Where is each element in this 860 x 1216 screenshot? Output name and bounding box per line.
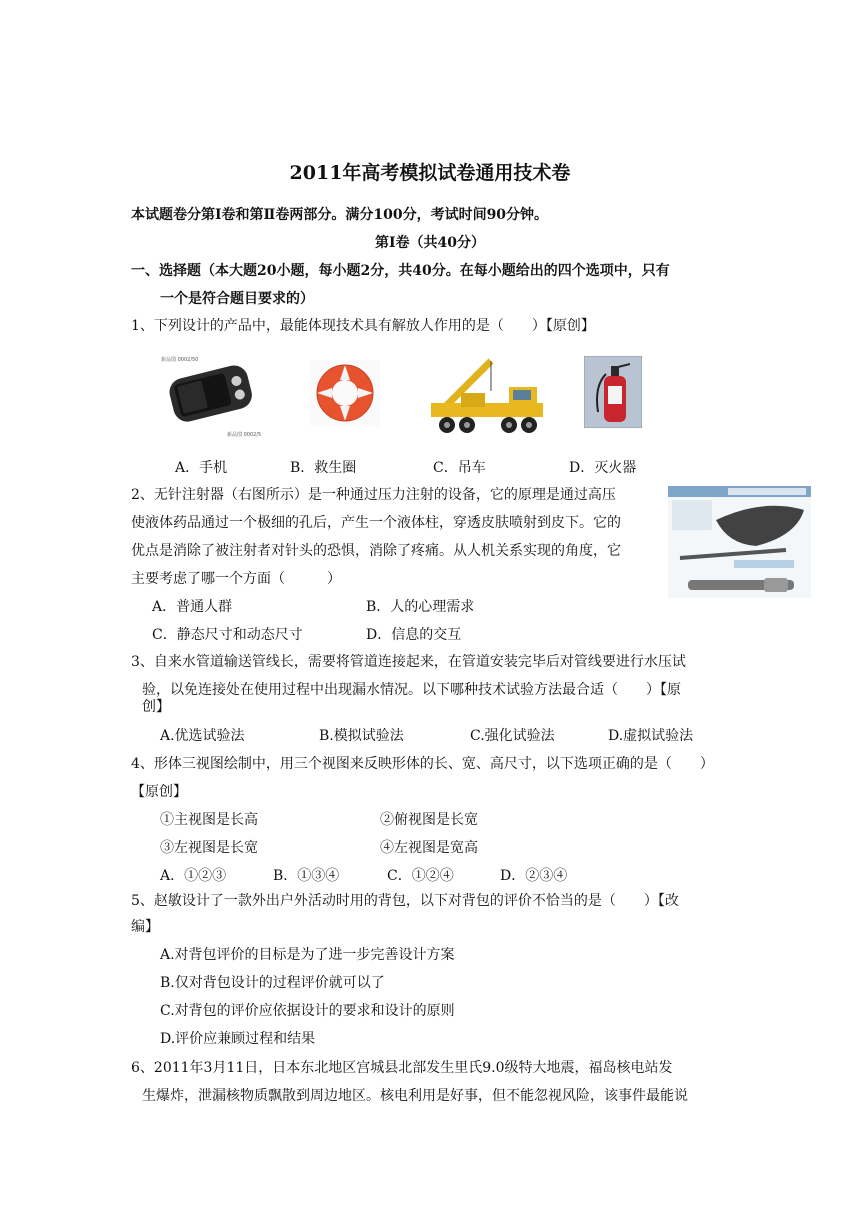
svg-text:新品图 0002/50: 新品图 0002/50: [161, 357, 199, 363]
q4-statement-4: ④左视图是宽高: [380, 840, 478, 856]
q4-statement-3: ③左视图是长宽: [160, 840, 258, 856]
q4-statement-2: ②俯视图是长宽: [380, 812, 478, 828]
part-heading: 第Ⅰ卷（共40分）: [374, 235, 486, 251]
q2-option-b: B．人的心理需求: [366, 599, 475, 615]
section-heading-cont: 一个是符合题目要求的）: [160, 291, 314, 307]
q6-line-1: 6、2011年3月11日，日本东北地区宫城县北部发生里氏9.0级特大地震，福岛核电站发: [131, 1060, 673, 1076]
q5-option-b: B.仅对背包设计的过程评价就可以了: [160, 975, 385, 991]
q5-line-2: 编】: [131, 919, 159, 935]
q2-option-d: D．信息的交互: [366, 627, 462, 643]
q3-option-b: B.模拟试验法: [319, 728, 404, 744]
q5-option-d: D.评价应兼顾过程和结果: [160, 1031, 316, 1047]
q2-line-1: 2、无针注射器（右图所示）是一种通过压力注射的设备，它的原理是通过高压: [131, 487, 616, 503]
q4-option-a: A．①②③: [160, 868, 227, 884]
page-title: 2011年高考模拟试卷通用技术卷: [289, 162, 571, 184]
q2-line-4: 主要考虑了哪一个方面（ ）: [131, 571, 341, 587]
q2-option-a: A．普通人群: [152, 599, 233, 615]
q4-statement-1: ①主视图是长高: [160, 812, 258, 828]
q4-line-1: 4、形体三视图绘制中，用三个视图来反映形体的长、宽、高尺寸，以下选项正确的是（ ）: [131, 756, 714, 772]
q1-option-a: A．手机: [175, 460, 228, 476]
crane-image: [427, 355, 547, 440]
q4-line-2: 【原创】: [131, 784, 187, 800]
q1-option-b: B．救生圈: [290, 460, 357, 476]
q4-option-b: B．①③④: [273, 868, 340, 884]
q3-line-3: 创】: [142, 699, 170, 715]
exam-intro: 本试题卷分第Ⅰ卷和第Ⅱ卷两部分。满分100分，考试时间90分钟。: [131, 207, 549, 223]
phone-image: [157, 352, 261, 438]
q2-line-3: 优点是消除了被注射者对针头的恐惧，消除了疼痛。从人机关系实现的角度，它: [131, 543, 621, 559]
q1-option-d: D．灭火器: [569, 460, 637, 476]
q3-option-d: D.虚拟试验法: [608, 728, 694, 744]
q6-line-2: 生爆炸，泄漏核物质飘散到周边地区。核电利用是好事，但不能忽视风险，该事件最能说: [142, 1088, 688, 1104]
q1-option-c: C．吊车: [433, 460, 486, 476]
q3-option-c: C.强化试验法: [470, 728, 555, 744]
q5-option-c: C.对背包的评价应依据设计的要求和设计的原则: [160, 1003, 455, 1019]
q3-line-2: 验，以免连接处在使用过程中出现漏水情况。以下哪种技术试验方法最合适（ ）【原: [142, 682, 681, 698]
injector-image: [668, 486, 811, 598]
q3-line-1: 3、自来水管道输送管线长，需要将管道连接起来，在管道安装完毕后对管线要进行水压试: [131, 654, 686, 670]
life-buoy-image: [310, 360, 380, 426]
q1-stem: 1、下列设计的产品中，最能体现技术具有解放人作用的是（ ）【原创】: [131, 318, 595, 334]
q4-option-d: D．②③④: [500, 868, 568, 884]
q3-option-a: A.优选试验法: [160, 728, 245, 744]
q5-line-1: 5、赵敏设计了一款外出户外活动时用的背包，以下对背包的评价不恰当的是（ ）【改: [131, 893, 679, 909]
q2-option-c: C．静态尺寸和动态尺寸: [152, 627, 303, 643]
section-heading: 一、选择题（本大题20小题，每小题2分，共40分。在每小题给出的四个选项中，只有: [131, 263, 670, 279]
svg-text:新品图 0002/50: 新品图 0002/50: [227, 432, 261, 438]
q2-line-2: 使液体药品通过一个极细的孔后，产生一个液体柱，穿透皮肤喷射到皮下。它的: [131, 515, 621, 531]
q4-option-c: C．①②④: [387, 868, 454, 884]
fire-extinguisher-image: [584, 356, 642, 428]
q5-option-a: A.对背包评价的目标是为了进一步完善设计方案: [160, 947, 455, 963]
